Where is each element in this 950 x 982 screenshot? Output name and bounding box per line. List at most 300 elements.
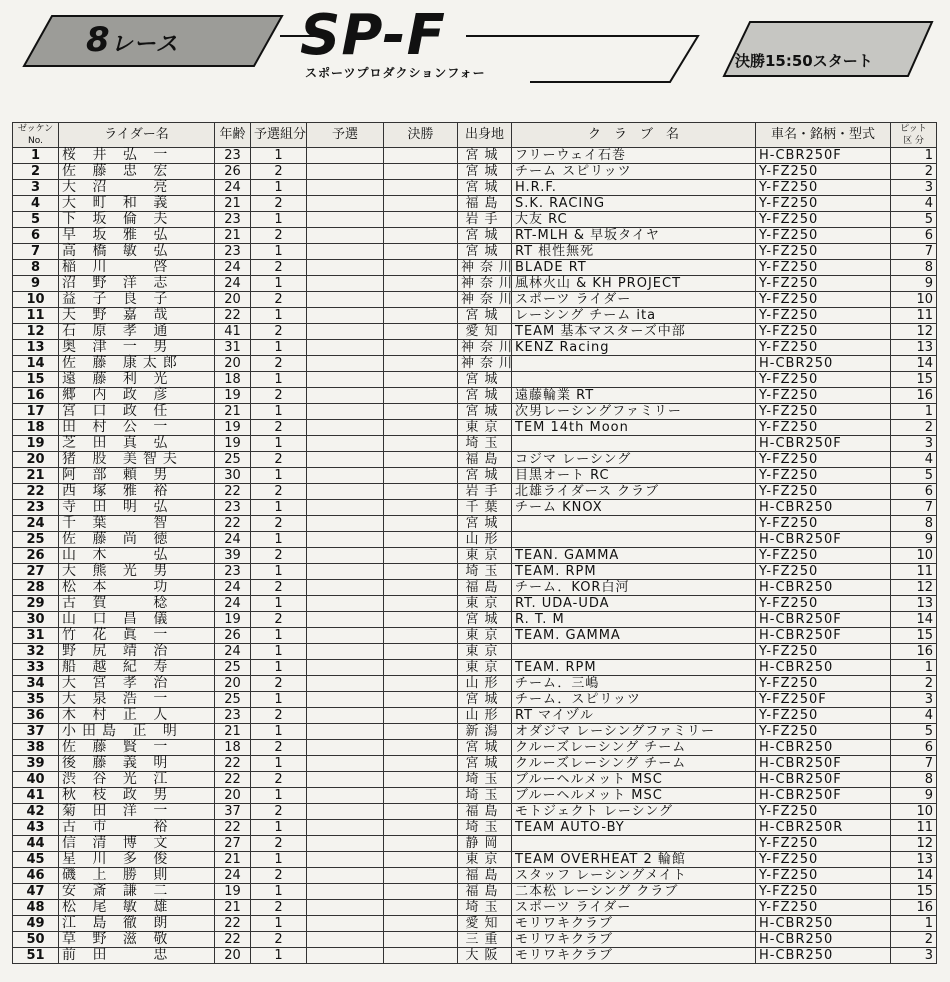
entry-number: 43 <box>13 820 59 836</box>
machine: Y-FZ250 <box>756 596 891 612</box>
pit-area: 9 <box>891 276 937 292</box>
entry-number: 25 <box>13 532 59 548</box>
final-result <box>384 500 458 516</box>
entry-number: 17 <box>13 404 59 420</box>
table-row <box>13 532 937 548</box>
final-result <box>384 228 458 244</box>
home-prefecture: 愛知 <box>458 916 512 932</box>
heat-result <box>307 436 384 452</box>
heat-result <box>307 948 384 964</box>
club-name: チーム．KOR白河 <box>512 580 756 596</box>
rider-age: 21 <box>215 228 251 244</box>
machine: Y-FZ250 <box>756 452 891 468</box>
page-header <box>0 0 950 110</box>
heat-result <box>307 452 384 468</box>
machine: H-CBR250 <box>756 948 891 964</box>
club-name: H.R.F. <box>512 180 756 196</box>
heat-result <box>307 724 384 740</box>
entry-number: 23 <box>13 500 59 516</box>
rider-name: 益 子 良 子 <box>59 292 215 308</box>
heat-result <box>307 276 384 292</box>
heat-result <box>307 676 384 692</box>
rider-name: 松 本 功 <box>59 580 215 596</box>
machine: Y-FZ250 <box>756 676 891 692</box>
rider-name: 沼 野 洋 志 <box>59 276 215 292</box>
rider-age: 26 <box>215 628 251 644</box>
table-row <box>13 260 937 276</box>
rider-name: 奥 津 一 男 <box>59 340 215 356</box>
pit-area: 11 <box>891 564 937 580</box>
entry-number: 34 <box>13 676 59 692</box>
rider-name: 寺 田 明 弘 <box>59 500 215 516</box>
entry-number: 33 <box>13 660 59 676</box>
machine: Y-FZ250 <box>756 196 891 212</box>
rider-age: 24 <box>215 580 251 596</box>
pit-area: 3 <box>891 692 937 708</box>
race-suffix: レース <box>110 32 179 57</box>
club-name: 目黒オート RC <box>512 468 756 484</box>
rider-name: 木 村 正 人 <box>59 708 215 724</box>
entry-number: 51 <box>13 948 59 964</box>
final-result <box>384 484 458 500</box>
home-prefecture: 神奈川 <box>458 292 512 308</box>
rider-name: 安 斎 謙 二 <box>59 884 215 900</box>
rider-age: 22 <box>215 756 251 772</box>
rider-name: 遠 藤 利 光 <box>59 372 215 388</box>
home-prefecture: 神奈川 <box>458 340 512 356</box>
home-prefecture: 山形 <box>458 676 512 692</box>
pit-area: 15 <box>891 884 937 900</box>
home-prefecture: 宮城 <box>458 244 512 260</box>
final-result <box>384 884 458 900</box>
club-name: ブルーヘルメット MSC <box>512 772 756 788</box>
club-name: モトジェクト レーシング <box>512 804 756 820</box>
final-result <box>384 468 458 484</box>
table-row <box>13 868 937 884</box>
table-row <box>13 580 937 596</box>
machine: H-CBR250 <box>756 660 891 676</box>
table-row <box>13 820 937 836</box>
rider-age: 24 <box>215 532 251 548</box>
table-row <box>13 676 937 692</box>
machine: Y-FZ250 <box>756 388 891 404</box>
final-result <box>384 436 458 452</box>
table-row <box>13 644 937 660</box>
rider-age: 19 <box>215 884 251 900</box>
final-result <box>384 596 458 612</box>
qualifying-group: 2 <box>251 676 307 692</box>
entry-number: 46 <box>13 868 59 884</box>
heat-result <box>307 180 384 196</box>
pit-area: 14 <box>891 868 937 884</box>
club-name: RT 根性無死 <box>512 244 756 260</box>
rider-age: 25 <box>215 660 251 676</box>
final-result <box>384 916 458 932</box>
club-name: コジマ レーシング <box>512 452 756 468</box>
qualifying-group: 2 <box>251 452 307 468</box>
club-name: オダジマ レーシングファミリー <box>512 724 756 740</box>
final-result <box>384 772 458 788</box>
qualifying-group: 1 <box>251 756 307 772</box>
heat-result <box>307 660 384 676</box>
table-header-row <box>13 123 937 148</box>
machine: Y-FZ250 <box>756 804 891 820</box>
final-result <box>384 628 458 644</box>
rider-name: 菊 田 洋 一 <box>59 804 215 820</box>
club-name: TEAM AUTO-BY <box>512 820 756 836</box>
rider-age: 20 <box>215 788 251 804</box>
pit-area: 16 <box>891 644 937 660</box>
rider-age: 21 <box>215 900 251 916</box>
rider-age: 26 <box>215 164 251 180</box>
table-row <box>13 804 937 820</box>
final-result <box>384 580 458 596</box>
pit-area: 10 <box>891 804 937 820</box>
final-result <box>384 820 458 836</box>
table-row <box>13 484 937 500</box>
club-name <box>512 372 756 388</box>
club-name <box>512 516 756 532</box>
rider-age: 22 <box>215 516 251 532</box>
heat-result <box>307 212 384 228</box>
table-row <box>13 388 937 404</box>
heat-result <box>307 532 384 548</box>
rider-name: 佐 藤 賢 一 <box>59 740 215 756</box>
final-result <box>384 388 458 404</box>
home-prefecture: 愛知 <box>458 324 512 340</box>
qualifying-group: 2 <box>251 228 307 244</box>
club-name <box>512 356 756 372</box>
rider-name: 山 木 弘 <box>59 548 215 564</box>
rider-name: 大 沼 亮 <box>59 180 215 196</box>
heat-result <box>307 420 384 436</box>
final-result <box>384 356 458 372</box>
club-name: クルーズレーシング チーム <box>512 756 756 772</box>
heat-result <box>307 164 384 180</box>
race-number <box>86 20 179 60</box>
class-title: SP-F <box>300 3 446 68</box>
heat-result <box>307 900 384 916</box>
home-prefecture: 東京 <box>458 644 512 660</box>
entry-number: 39 <box>13 756 59 772</box>
club-name: RT. UDA-UDA <box>512 596 756 612</box>
table-row <box>13 628 937 644</box>
machine: Y-FZ250 <box>756 340 891 356</box>
table-row <box>13 468 937 484</box>
pit-area: 15 <box>891 372 937 388</box>
final-result <box>384 708 458 724</box>
pit-area: 16 <box>891 900 937 916</box>
home-prefecture: 三重 <box>458 932 512 948</box>
club-name: BLADE RT <box>512 260 756 276</box>
qualifying-group: 1 <box>251 724 307 740</box>
final-result <box>384 292 458 308</box>
entry-number: 45 <box>13 852 59 868</box>
home-prefecture: 宮城 <box>458 372 512 388</box>
entry-table <box>12 122 937 964</box>
table-row <box>13 212 937 228</box>
heat-result <box>307 868 384 884</box>
col-age: 年齢 <box>215 123 251 148</box>
entry-number: 31 <box>13 628 59 644</box>
entry-number: 36 <box>13 708 59 724</box>
entry-number: 7 <box>13 244 59 260</box>
final-result <box>384 372 458 388</box>
rider-age: 22 <box>215 932 251 948</box>
club-name: スタッフ レーシングメイト <box>512 868 756 884</box>
machine: Y-FZ250 <box>756 180 891 196</box>
pit-area: 8 <box>891 516 937 532</box>
rider-age: 23 <box>215 708 251 724</box>
table-row <box>13 500 937 516</box>
entry-number: 21 <box>13 468 59 484</box>
final-result <box>384 900 458 916</box>
entry-number: 41 <box>13 788 59 804</box>
home-prefecture: 東京 <box>458 628 512 644</box>
machine: Y-FZ250 <box>756 900 891 916</box>
final-result <box>384 548 458 564</box>
qualifying-group: 2 <box>251 772 307 788</box>
final-result <box>384 804 458 820</box>
heat-result <box>307 932 384 948</box>
pit-area: 8 <box>891 772 937 788</box>
rider-name: 千 葉 智 <box>59 516 215 532</box>
machine: Y-FZ250 <box>756 244 891 260</box>
table-row <box>13 852 937 868</box>
pit-area: 9 <box>891 788 937 804</box>
heat-result <box>307 228 384 244</box>
machine: H-CBR250F <box>756 772 891 788</box>
rider-age: 21 <box>215 852 251 868</box>
rider-age: 23 <box>215 564 251 580</box>
qualifying-group: 1 <box>251 180 307 196</box>
home-prefecture: 山形 <box>458 708 512 724</box>
rider-age: 37 <box>215 804 251 820</box>
home-prefecture: 宮城 <box>458 308 512 324</box>
rider-age: 25 <box>215 452 251 468</box>
qualifying-group: 2 <box>251 612 307 628</box>
machine: H-CBR250 <box>756 580 891 596</box>
table-row <box>13 180 937 196</box>
qualifying-group: 2 <box>251 292 307 308</box>
rider-name: 天 野 嘉 哉 <box>59 308 215 324</box>
entry-number: 14 <box>13 356 59 372</box>
rider-age: 27 <box>215 836 251 852</box>
rider-age: 31 <box>215 340 251 356</box>
rider-name: 稲 川 啓 <box>59 260 215 276</box>
pit-area: 4 <box>891 452 937 468</box>
machine: Y-FZ250 <box>756 644 891 660</box>
home-prefecture: 大阪 <box>458 948 512 964</box>
machine: Y-FZ250 <box>756 868 891 884</box>
table-row <box>13 404 937 420</box>
heat-result <box>307 820 384 836</box>
rider-name: 芝 田 真 弘 <box>59 436 215 452</box>
pit-area: 12 <box>891 580 937 596</box>
machine: Y-FZ250 <box>756 884 891 900</box>
final-result <box>384 724 458 740</box>
rider-age: 39 <box>215 548 251 564</box>
heat-result <box>307 468 384 484</box>
heat-result <box>307 628 384 644</box>
club-name: RT マイヅル <box>512 708 756 724</box>
qualifying-group: 1 <box>251 948 307 964</box>
machine: H-CBR250F <box>756 148 891 164</box>
entry-number: 24 <box>13 516 59 532</box>
heat-result <box>307 292 384 308</box>
home-prefecture: 埼玉 <box>458 900 512 916</box>
machine: H-CBR250F <box>756 532 891 548</box>
table-body <box>13 148 937 964</box>
rider-age: 18 <box>215 740 251 756</box>
qualifying-group: 1 <box>251 660 307 676</box>
home-prefecture: 宮城 <box>458 468 512 484</box>
rider-name: 松 尾 敏 雄 <box>59 900 215 916</box>
home-prefecture: 埼玉 <box>458 820 512 836</box>
heat-result <box>307 788 384 804</box>
rider-age: 23 <box>215 148 251 164</box>
rider-age: 24 <box>215 276 251 292</box>
club-name: 遠藤輪業 RT <box>512 388 756 404</box>
rider-name: 大 泉 浩 一 <box>59 692 215 708</box>
pit-area: 13 <box>891 340 937 356</box>
home-prefecture: 宮城 <box>458 612 512 628</box>
pit-area: 3 <box>891 436 937 452</box>
final-result <box>384 644 458 660</box>
heat-result <box>307 916 384 932</box>
pit-area: 7 <box>891 756 937 772</box>
qualifying-group: 2 <box>251 388 307 404</box>
rider-age: 20 <box>215 948 251 964</box>
home-prefecture: 千葉 <box>458 500 512 516</box>
qualifying-group: 2 <box>251 260 307 276</box>
pit-area: 14 <box>891 612 937 628</box>
heat-result <box>307 356 384 372</box>
entry-number: 48 <box>13 900 59 916</box>
qualifying-group: 1 <box>251 500 307 516</box>
machine: Y-FZ250 <box>756 292 891 308</box>
home-prefecture: 東京 <box>458 660 512 676</box>
home-prefecture: 東京 <box>458 420 512 436</box>
club-name: スポーツ ライダー <box>512 292 756 308</box>
qualifying-group: 2 <box>251 196 307 212</box>
col-number-top: ゼッケン <box>17 124 54 134</box>
home-prefecture: 福島 <box>458 884 512 900</box>
heat-result <box>307 404 384 420</box>
final-result <box>384 516 458 532</box>
club-name: モリワキクラブ <box>512 932 756 948</box>
entry-number: 50 <box>13 932 59 948</box>
heat-result <box>307 324 384 340</box>
rider-name: 宮 口 政 任 <box>59 404 215 420</box>
pit-area: 3 <box>891 948 937 964</box>
entry-number: 37 <box>13 724 59 740</box>
rider-age: 22 <box>215 772 251 788</box>
final-result <box>384 788 458 804</box>
home-prefecture: 岩手 <box>458 484 512 500</box>
rider-age: 19 <box>215 388 251 404</box>
qualifying-group: 1 <box>251 404 307 420</box>
qualifying-group: 2 <box>251 580 307 596</box>
pit-area: 7 <box>891 244 937 260</box>
final-result <box>384 260 458 276</box>
club-name: レーシング チーム ita <box>512 308 756 324</box>
final-result <box>384 276 458 292</box>
machine: Y-FZ250 <box>756 260 891 276</box>
club-name: 大友 RC <box>512 212 756 228</box>
rider-name: 田 村 公 一 <box>59 420 215 436</box>
table-row <box>13 724 937 740</box>
machine: Y-FZ250 <box>756 548 891 564</box>
rider-name: 星 川 多 俊 <box>59 852 215 868</box>
entry-number: 20 <box>13 452 59 468</box>
home-prefecture: 宮城 <box>458 516 512 532</box>
qualifying-group: 2 <box>251 932 307 948</box>
qualifying-group: 2 <box>251 868 307 884</box>
table-row <box>13 452 937 468</box>
table-row <box>13 660 937 676</box>
entry-number: 6 <box>13 228 59 244</box>
pit-area: 13 <box>891 852 937 868</box>
table-row <box>13 244 937 260</box>
pit-area: 1 <box>891 916 937 932</box>
rider-age: 24 <box>215 596 251 612</box>
table-row <box>13 356 937 372</box>
final-result <box>384 212 458 228</box>
machine: Y-FZ250 <box>756 724 891 740</box>
entry-number: 42 <box>13 804 59 820</box>
pit-area: 9 <box>891 532 937 548</box>
qualifying-group: 1 <box>251 852 307 868</box>
pit-area: 2 <box>891 676 937 692</box>
qualifying-group: 1 <box>251 788 307 804</box>
final-result <box>384 324 458 340</box>
pit-area: 11 <box>891 820 937 836</box>
qualifying-group: 1 <box>251 468 307 484</box>
entry-number: 3 <box>13 180 59 196</box>
rider-age: 23 <box>215 500 251 516</box>
table-row <box>13 324 937 340</box>
qualifying-group: 2 <box>251 836 307 852</box>
final-result <box>384 196 458 212</box>
rider-name: 江 島 徹 朗 <box>59 916 215 932</box>
heat-result <box>307 756 384 772</box>
heat-result <box>307 772 384 788</box>
col-final: 決勝 <box>384 123 458 148</box>
club-name <box>512 836 756 852</box>
machine: Y-FZ250 <box>756 372 891 388</box>
final-result <box>384 756 458 772</box>
rider-age: 21 <box>215 724 251 740</box>
machine: H-CBR250F <box>756 788 891 804</box>
final-result <box>384 564 458 580</box>
entry-number: 47 <box>13 884 59 900</box>
machine: Y-FZ250F <box>756 692 891 708</box>
table-row <box>13 916 937 932</box>
qualifying-group: 2 <box>251 516 307 532</box>
table-row <box>13 148 937 164</box>
qualifying-group: 1 <box>251 436 307 452</box>
rider-age: 41 <box>215 324 251 340</box>
col-pit-top: ピット <box>900 124 927 134</box>
class-subtitle: スポーツプロダクションフォー <box>305 66 486 80</box>
home-prefecture: 東京 <box>458 548 512 564</box>
machine: Y-FZ250 <box>756 708 891 724</box>
qualifying-group: 1 <box>251 308 307 324</box>
home-prefecture: 宮城 <box>458 164 512 180</box>
home-prefecture: 東京 <box>458 596 512 612</box>
heat-result <box>307 260 384 276</box>
